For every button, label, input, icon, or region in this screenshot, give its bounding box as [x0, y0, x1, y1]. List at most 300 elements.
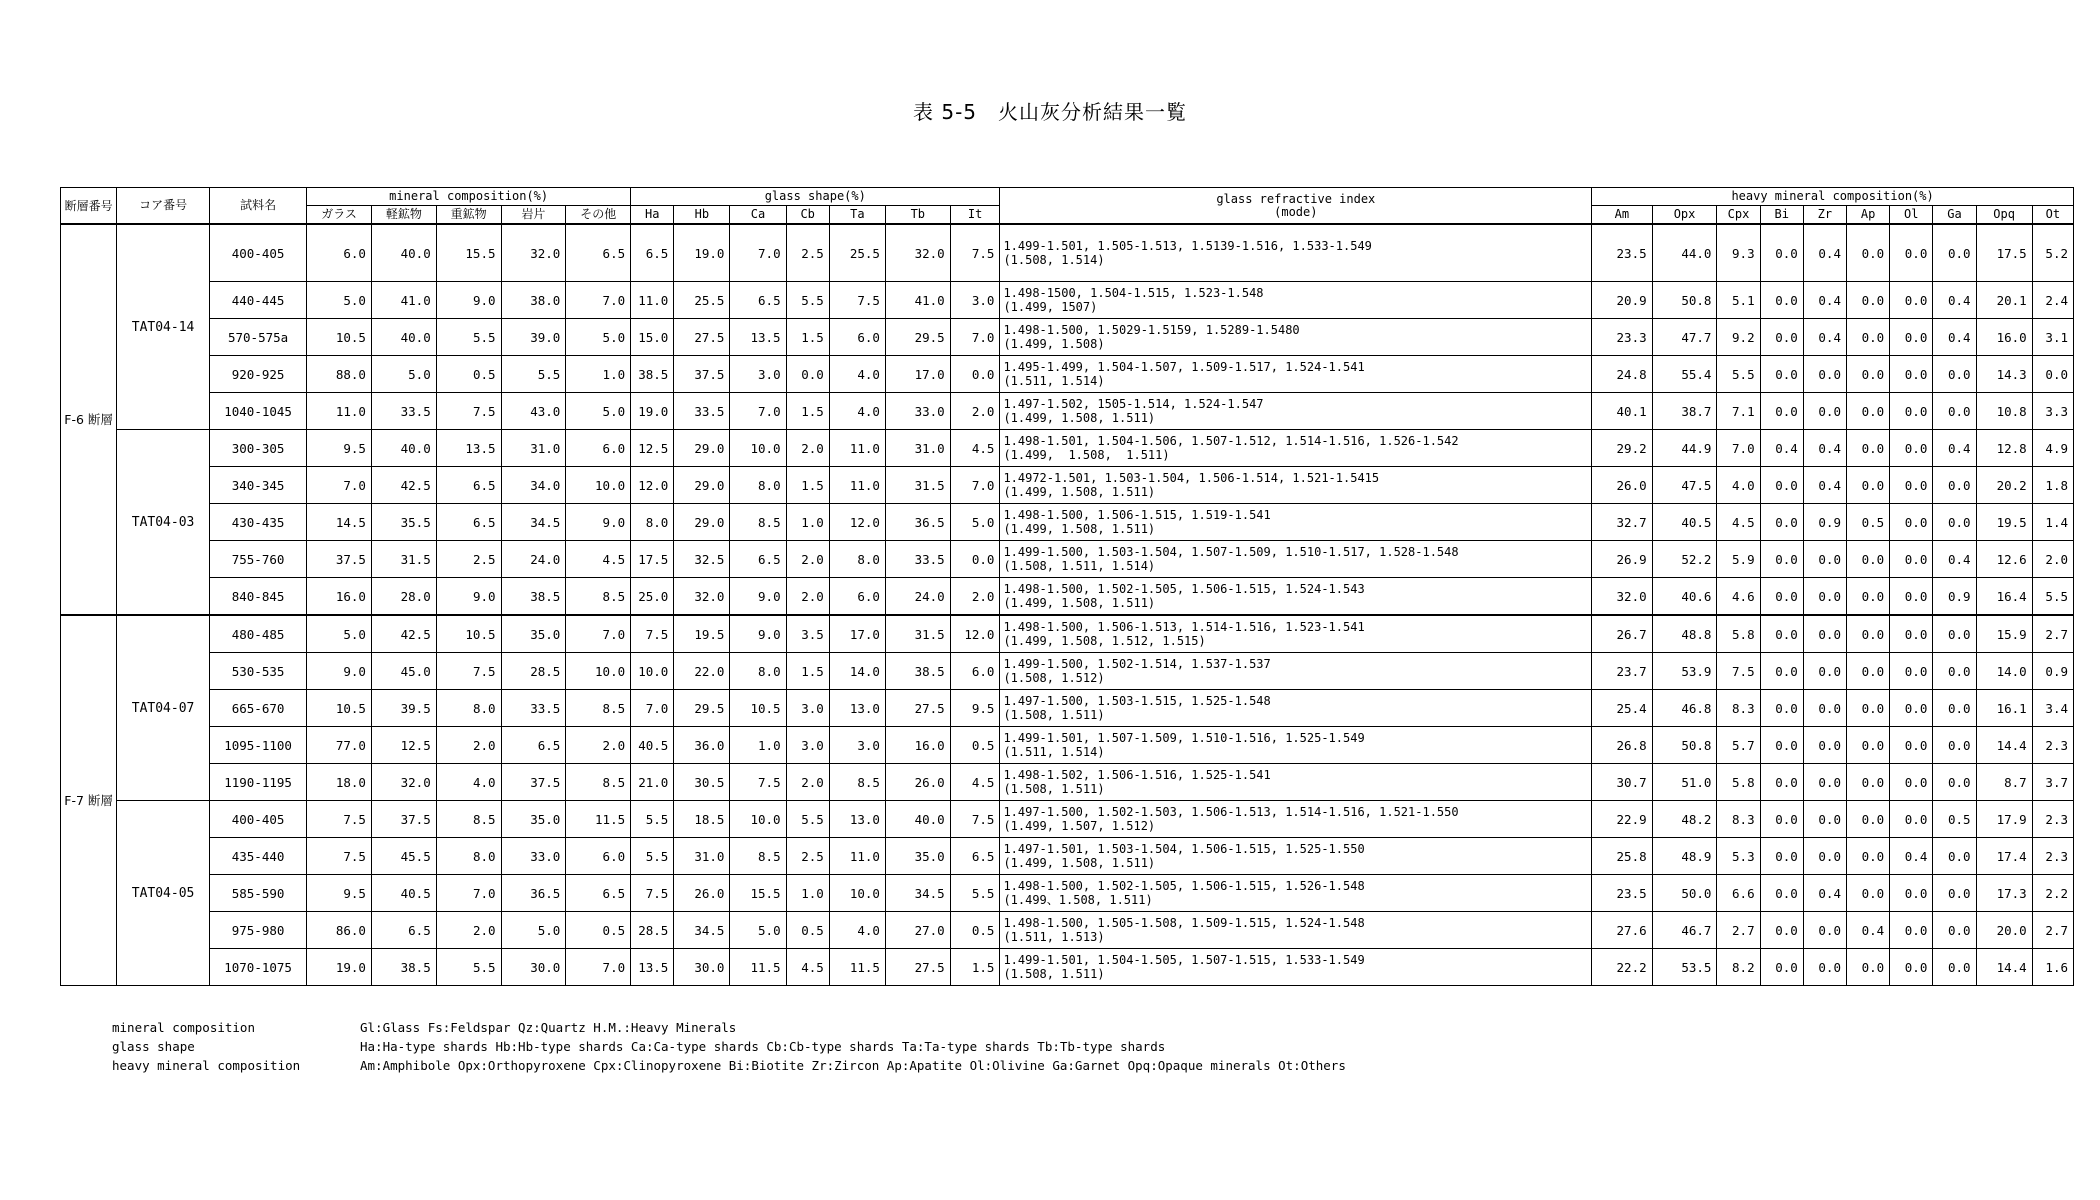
heavy-value-cell: 0.0	[1803, 949, 1846, 986]
heavy-value-cell: 0.0	[1803, 690, 1846, 727]
heavy-value-cell: 20.1	[1976, 282, 2032, 319]
heavy-value-cell: 2.7	[1717, 912, 1760, 949]
mineral-value-cell: 8.5	[436, 801, 501, 838]
sample-name-cell: 435-440	[210, 838, 307, 875]
glass-value-cell: 8.0	[730, 653, 786, 690]
heavy-value-cell: 26.9	[1592, 541, 1652, 578]
table-row	[61, 801, 2074, 838]
heavy-value-cell: 0.0	[1933, 727, 1976, 764]
header-refractive-mode-label: (mode)	[1274, 204, 1318, 219]
mineral-value-cell: 18.0	[307, 764, 372, 801]
sample-name-cell: 400-405	[210, 801, 307, 838]
heavy-value-cell: 10.8	[1976, 393, 2032, 430]
glass-value-cell: 26.0	[885, 764, 950, 801]
mineral-value-cell: 4.5	[566, 541, 631, 578]
mineral-value-cell: 8.5	[566, 690, 631, 727]
heavy-value-cell: 0.0	[1933, 690, 1976, 727]
mineral-value-cell: 37.5	[501, 764, 566, 801]
table-row	[61, 949, 2074, 986]
legend	[112, 1018, 1346, 1075]
refractive-index-cell: 1.497-1.500, 1.502-1.503, 1.506-1.513, 1.514-1.516, 1.521-1.550 (1.499, 1.507, 1.512)	[1000, 801, 1592, 838]
heavy-value-cell: 16.0	[1976, 319, 2032, 356]
heavy-value-cell: 0.4	[1803, 875, 1846, 912]
tephra-analysis-table	[60, 187, 2074, 986]
mineral-value-cell: 34.0	[501, 467, 566, 504]
heavy-value-cell: 0.4	[1846, 912, 1889, 949]
heavy-value-cell: 0.0	[1760, 690, 1803, 727]
refractive-index-cell: 1.498-1.500, 1.506-1.513, 1.514-1.516, 1.523-1.541 (1.499, 1.508, 1.512, 1.515)	[1000, 615, 1592, 653]
core-name-cell: TAT04-03	[117, 430, 210, 616]
legend-label: glass shape	[112, 1039, 195, 1054]
heavy-value-cell: 0.0	[1846, 615, 1889, 653]
mineral-value-cell: 38.0	[501, 282, 566, 319]
heavy-value-cell: 0.0	[1846, 467, 1889, 504]
refractive-index-cell: 1.498-1.501, 1.504-1.506, 1.507-1.512, 1.514-1.516, 1.526-1.542 (1.499, 1.508, 1.511)	[1000, 430, 1592, 467]
glass-value-cell: 17.5	[631, 541, 674, 578]
heavy-value-cell: 3.7	[2032, 764, 2073, 801]
heavy-value-cell: 0.0	[1890, 541, 1933, 578]
mineral-value-cell: 9.5	[307, 430, 372, 467]
mineral-value-cell: 41.0	[371, 282, 436, 319]
glass-value-cell: 29.0	[674, 467, 730, 504]
mineral-value-cell: 19.0	[307, 949, 372, 986]
refractive-index-cell: 1.499-1.501, 1.504-1.505, 1.507-1.515, 1.533-1.549 (1.508, 1.511)	[1000, 949, 1592, 986]
header-refractive-index-label: glass refractive index	[1216, 191, 1376, 206]
refractive-index-cell: 1.498-1.500, 1.5029-1.5159, 1.5289-1.5480 (1.499, 1.508)	[1000, 319, 1592, 356]
mineral-value-cell: 31.5	[371, 541, 436, 578]
heavy-value-cell: 25.4	[1592, 690, 1652, 727]
heavy-value-cell: 26.7	[1592, 615, 1652, 653]
heavy-value-cell: 0.0	[1890, 504, 1933, 541]
heavy-value-cell: 50.8	[1652, 727, 1717, 764]
mineral-value-cell: 10.5	[436, 615, 501, 653]
mineral-value-cell: 88.0	[307, 356, 372, 393]
heavy-value-cell: 0.0	[1803, 801, 1846, 838]
glass-value-cell: 1.0	[786, 875, 829, 912]
mineral-value-cell: 14.5	[307, 504, 372, 541]
mineral-value-cell: 77.0	[307, 727, 372, 764]
table-title: 表 5-5 火山灰分析結果一覧	[912, 100, 1188, 124]
heavy-value-cell: 0.4	[1933, 319, 1976, 356]
heavy-value-cell: 3.3	[2032, 393, 2073, 430]
heavy-value-cell: 0.0	[1760, 224, 1803, 282]
sample-name-cell: 665-670	[210, 690, 307, 727]
glass-value-cell: 11.0	[829, 430, 885, 467]
mineral-value-cell: 5.5	[436, 949, 501, 986]
refractive-index-cell: 1.495-1.499, 1.504-1.507, 1.509-1.517, 1.524-1.541 (1.511, 1.514)	[1000, 356, 1592, 393]
glass-value-cell: 25.0	[631, 578, 674, 616]
glass-value-cell: 32.0	[885, 224, 950, 282]
glass-value-cell: 3.5	[786, 615, 829, 653]
glass-value-cell: 1.5	[786, 319, 829, 356]
glass-value-cell: 37.5	[674, 356, 730, 393]
mineral-value-cell: 33.5	[371, 393, 436, 430]
glass-value-cell: 1.5	[786, 467, 829, 504]
heavy-value-cell: 55.4	[1652, 356, 1717, 393]
core-name-cell: TAT04-14	[117, 224, 210, 430]
header-heavy-col: Am	[1592, 206, 1652, 225]
glass-value-cell: 10.0	[730, 801, 786, 838]
glass-value-cell: 15.0	[631, 319, 674, 356]
mineral-value-cell: 9.0	[436, 578, 501, 616]
glass-value-cell: 27.5	[885, 949, 950, 986]
heavy-value-cell: 0.0	[1933, 912, 1976, 949]
heavy-value-cell: 0.0	[1890, 801, 1933, 838]
glass-value-cell: 1.0	[786, 504, 829, 541]
refractive-index-cell: 1.498-1.500, 1.502-1.505, 1.506-1.515, 1.526-1.548 (1.499、1.508, 1.511)	[1000, 875, 1592, 912]
mineral-value-cell: 5.0	[566, 319, 631, 356]
heavy-value-cell: 40.1	[1592, 393, 1652, 430]
heavy-value-cell: 0.5	[1933, 801, 1976, 838]
table-row	[61, 430, 2074, 467]
glass-value-cell: 2.0	[950, 393, 1000, 430]
legend-label: mineral composition	[112, 1020, 255, 1035]
legend-row	[112, 1018, 1346, 1037]
mineral-value-cell: 34.5	[501, 504, 566, 541]
heavy-value-cell: 40.5	[1652, 504, 1717, 541]
glass-value-cell: 40.5	[631, 727, 674, 764]
sample-name-cell: 1095-1100	[210, 727, 307, 764]
sample-name-cell: 920-925	[210, 356, 307, 393]
mineral-value-cell: 2.0	[436, 912, 501, 949]
core-name-cell: TAT04-07	[117, 615, 210, 801]
header-row-1	[61, 188, 2074, 206]
mineral-value-cell: 31.0	[501, 430, 566, 467]
mineral-value-cell: 38.5	[501, 578, 566, 616]
heavy-value-cell: 0.0	[1846, 541, 1889, 578]
heavy-value-cell: 0.0	[1890, 356, 1933, 393]
glass-value-cell: 0.5	[786, 912, 829, 949]
glass-value-cell: 8.5	[730, 838, 786, 875]
heavy-value-cell: 47.5	[1652, 467, 1717, 504]
heavy-value-cell: 0.0	[1933, 949, 1976, 986]
mineral-value-cell: 40.0	[371, 319, 436, 356]
heavy-value-cell: 8.2	[1717, 949, 1760, 986]
header-heavy-col: Cpx	[1717, 206, 1760, 225]
table-row	[61, 541, 2074, 578]
header-heavy-col: Opq	[1976, 206, 2032, 225]
heavy-value-cell: 0.0	[1933, 764, 1976, 801]
heavy-value-cell: 1.8	[2032, 467, 2073, 504]
heavy-value-cell: 0.0	[1890, 319, 1933, 356]
glass-value-cell: 1.5	[786, 393, 829, 430]
mineral-value-cell: 6.0	[566, 838, 631, 875]
heavy-value-cell: 5.8	[1717, 764, 1760, 801]
mineral-value-cell: 32.0	[371, 764, 436, 801]
glass-value-cell: 11.5	[730, 949, 786, 986]
legend-text: Am:Amphibole Opx:Orthopyroxene Cpx:Clinopyroxene Bi:Biotite Zr:Zircon Ap:Apatite Ol:Olivine Ga:Garnet Opq:Opaque minerals Ot:Others	[360, 1058, 1346, 1073]
heavy-value-cell: 0.0	[1890, 578, 1933, 616]
glass-value-cell: 33.0	[885, 393, 950, 430]
glass-value-cell: 41.0	[885, 282, 950, 319]
glass-value-cell: 3.0	[786, 690, 829, 727]
table-row	[61, 838, 2074, 875]
header-glass-col: Ha	[631, 206, 674, 225]
glass-value-cell: 2.0	[786, 541, 829, 578]
heavy-value-cell: 2.2	[2032, 875, 2073, 912]
table-body	[61, 224, 2074, 986]
heavy-value-cell: 16.1	[1976, 690, 2032, 727]
heavy-value-cell: 22.2	[1592, 949, 1652, 986]
mineral-value-cell: 37.5	[371, 801, 436, 838]
heavy-value-cell: 0.4	[1803, 430, 1846, 467]
glass-value-cell: 28.5	[631, 912, 674, 949]
heavy-value-cell: 2.7	[2032, 615, 2073, 653]
glass-value-cell: 5.0	[950, 504, 1000, 541]
mineral-value-cell: 1.0	[566, 356, 631, 393]
glass-value-cell: 7.5	[631, 875, 674, 912]
heavy-value-cell: 0.0	[1760, 838, 1803, 875]
heavy-value-cell: 0.0	[1760, 653, 1803, 690]
mineral-value-cell: 7.0	[436, 875, 501, 912]
glass-value-cell: 2.0	[950, 578, 1000, 616]
heavy-value-cell: 0.0	[1890, 653, 1933, 690]
mineral-value-cell: 40.0	[371, 224, 436, 282]
mineral-value-cell: 7.0	[566, 282, 631, 319]
glass-value-cell: 7.5	[730, 764, 786, 801]
glass-value-cell: 8.0	[730, 467, 786, 504]
heavy-value-cell: 0.0	[1890, 690, 1933, 727]
heavy-value-cell: 0.0	[1803, 541, 1846, 578]
heavy-value-cell: 20.2	[1976, 467, 2032, 504]
glass-value-cell: 17.0	[885, 356, 950, 393]
glass-value-cell: 5.5	[786, 282, 829, 319]
heavy-value-cell: 17.5	[1976, 224, 2032, 282]
legend-text: Gl:Glass Fs:Feldspar Qz:Quartz H.M.:Heavy Minerals	[360, 1020, 737, 1035]
glass-value-cell: 4.0	[829, 393, 885, 430]
table-row	[61, 504, 2074, 541]
mineral-value-cell: 0.5	[566, 912, 631, 949]
heavy-value-cell: 3.4	[2032, 690, 2073, 727]
glass-value-cell: 5.5	[631, 838, 674, 875]
mineral-value-cell: 6.5	[566, 875, 631, 912]
glass-value-cell: 36.5	[885, 504, 950, 541]
heavy-value-cell: 0.0	[1933, 356, 1976, 393]
heavy-value-cell: 0.0	[1890, 764, 1933, 801]
heavy-value-cell: 0.4	[1933, 541, 1976, 578]
heavy-value-cell: 0.0	[1890, 393, 1933, 430]
heavy-value-cell: 44.9	[1652, 430, 1717, 467]
table-row	[61, 690, 2074, 727]
heavy-value-cell: 5.5	[1717, 356, 1760, 393]
heavy-value-cell: 0.0	[1890, 727, 1933, 764]
mineral-value-cell: 12.5	[371, 727, 436, 764]
heavy-value-cell: 0.0	[1803, 838, 1846, 875]
heavy-value-cell: 5.5	[2032, 578, 2073, 616]
glass-value-cell: 31.0	[885, 430, 950, 467]
header-heavy-col: Ap	[1846, 206, 1889, 225]
header-fault-no: 断層番号	[61, 188, 117, 225]
refractive-index-cell: 1.498-1.500, 1.502-1.505, 1.506-1.515, 1.524-1.543 (1.499, 1.508, 1.511)	[1000, 578, 1592, 616]
core-name-cell: TAT04-05	[117, 801, 210, 986]
mineral-value-cell: 6.5	[436, 467, 501, 504]
heavy-value-cell: 14.3	[1976, 356, 2032, 393]
glass-value-cell: 27.5	[674, 319, 730, 356]
heavy-value-cell: 26.0	[1592, 467, 1652, 504]
mineral-value-cell: 8.0	[436, 838, 501, 875]
mineral-value-cell: 42.5	[371, 615, 436, 653]
glass-value-cell: 0.0	[786, 356, 829, 393]
glass-value-cell: 11.0	[829, 467, 885, 504]
mineral-value-cell: 9.5	[307, 875, 372, 912]
legend-row	[112, 1056, 1346, 1075]
heavy-value-cell: 26.8	[1592, 727, 1652, 764]
mineral-value-cell: 35.0	[501, 801, 566, 838]
heavy-value-cell: 30.7	[1592, 764, 1652, 801]
heavy-value-cell: 44.0	[1652, 224, 1717, 282]
mineral-value-cell: 37.5	[307, 541, 372, 578]
glass-value-cell: 7.0	[631, 690, 674, 727]
mineral-value-cell: 8.5	[566, 764, 631, 801]
heavy-value-cell: 19.5	[1976, 504, 2032, 541]
heavy-value-cell: 50.0	[1652, 875, 1717, 912]
heavy-value-cell: 17.9	[1976, 801, 2032, 838]
mineral-value-cell: 45.0	[371, 653, 436, 690]
heavy-value-cell: 14.0	[1976, 653, 2032, 690]
table-row	[61, 467, 2074, 504]
glass-value-cell: 1.0	[730, 727, 786, 764]
mineral-value-cell: 2.0	[436, 727, 501, 764]
heavy-value-cell: 2.3	[2032, 801, 2073, 838]
mineral-value-cell: 5.5	[436, 319, 501, 356]
glass-value-cell: 12.0	[950, 615, 1000, 653]
glass-value-cell: 11.0	[631, 282, 674, 319]
refractive-index-cell: 1.497-1.501, 1.503-1.504, 1.506-1.515, 1.525-1.550 (1.499, 1.508, 1.511)	[1000, 838, 1592, 875]
glass-value-cell: 22.0	[674, 653, 730, 690]
heavy-value-cell: 0.0	[1760, 393, 1803, 430]
mineral-value-cell: 5.0	[501, 912, 566, 949]
heavy-value-cell: 0.0	[1803, 764, 1846, 801]
refractive-index-cell: 1.498-1.500, 1.506-1.515, 1.519-1.541 (1.499, 1.508, 1.511)	[1000, 504, 1592, 541]
heavy-value-cell: 29.2	[1592, 430, 1652, 467]
glass-value-cell: 19.0	[631, 393, 674, 430]
heavy-value-cell: 0.0	[1890, 224, 1933, 282]
heavy-value-cell: 4.0	[1717, 467, 1760, 504]
glass-value-cell: 4.5	[786, 949, 829, 986]
table-row	[61, 875, 2074, 912]
heavy-value-cell: 2.7	[2032, 912, 2073, 949]
glass-value-cell: 9.0	[730, 578, 786, 616]
mineral-value-cell: 2.0	[566, 727, 631, 764]
refractive-index-cell: 1.498-1.502, 1.506-1.516, 1.525-1.541 (1.508, 1.511)	[1000, 764, 1592, 801]
glass-value-cell: 0.5	[950, 727, 1000, 764]
fault-name-cell: F-6 断層	[61, 224, 117, 615]
heavy-value-cell: 5.8	[1717, 615, 1760, 653]
refractive-index-cell: 1.497-1.500, 1.503-1.515, 1.525-1.548 (1.508, 1.511)	[1000, 690, 1592, 727]
table-row	[61, 578, 2074, 616]
heavy-value-cell: 53.9	[1652, 653, 1717, 690]
heavy-value-cell: 0.9	[1933, 578, 1976, 616]
header-glass-col: Ta	[829, 206, 885, 225]
table-row	[61, 615, 2074, 653]
mineral-value-cell: 13.5	[436, 430, 501, 467]
fault-name-cell: F-7 断層	[61, 615, 117, 986]
heavy-value-cell: 24.8	[1592, 356, 1652, 393]
glass-value-cell: 2.0	[786, 578, 829, 616]
heavy-value-cell: 12.8	[1976, 430, 2032, 467]
glass-value-cell: 8.0	[829, 541, 885, 578]
glass-value-cell: 19.5	[674, 615, 730, 653]
mineral-value-cell: 15.5	[436, 224, 501, 282]
header-sample-name: 試料名	[210, 188, 307, 225]
heavy-value-cell: 0.0	[1760, 615, 1803, 653]
mineral-value-cell: 86.0	[307, 912, 372, 949]
glass-value-cell: 4.5	[950, 764, 1000, 801]
heavy-value-cell: 0.0	[1803, 653, 1846, 690]
heavy-value-cell: 5.3	[1717, 838, 1760, 875]
mineral-value-cell: 6.5	[566, 224, 631, 282]
header-heavy-col: Zr	[1803, 206, 1846, 225]
heavy-value-cell: 0.0	[1803, 578, 1846, 616]
glass-value-cell: 8.5	[730, 504, 786, 541]
heavy-value-cell: 0.5	[1846, 504, 1889, 541]
heavy-value-cell: 0.0	[1890, 615, 1933, 653]
heavy-value-cell: 0.0	[1846, 319, 1889, 356]
sample-name-cell: 530-535	[210, 653, 307, 690]
mineral-value-cell: 7.0	[307, 467, 372, 504]
mineral-value-cell: 5.0	[307, 615, 372, 653]
heavy-value-cell: 50.8	[1652, 282, 1717, 319]
heavy-value-cell: 7.5	[1717, 653, 1760, 690]
glass-value-cell: 13.0	[829, 690, 885, 727]
mineral-value-cell: 8.0	[436, 690, 501, 727]
glass-value-cell: 21.0	[631, 764, 674, 801]
glass-value-cell: 7.5	[631, 615, 674, 653]
heavy-value-cell: 0.0	[1803, 912, 1846, 949]
glass-value-cell: 30.0	[674, 949, 730, 986]
heavy-value-cell: 20.9	[1592, 282, 1652, 319]
glass-value-cell: 5.5	[786, 801, 829, 838]
header-mineral-composition: mineral composition(%)	[307, 188, 631, 206]
header-heavy-mineral: heavy mineral composition(%)	[1592, 188, 2074, 206]
glass-value-cell: 32.5	[674, 541, 730, 578]
heavy-value-cell: 0.9	[2032, 653, 2073, 690]
mineral-value-cell: 7.5	[307, 838, 372, 875]
glass-value-cell: 5.0	[730, 912, 786, 949]
heavy-value-cell: 0.0	[1933, 467, 1976, 504]
mineral-value-cell: 45.5	[371, 838, 436, 875]
heavy-value-cell: 0.0	[1760, 578, 1803, 616]
heavy-value-cell: 2.4	[2032, 282, 2073, 319]
heavy-value-cell: 12.6	[1976, 541, 2032, 578]
glass-value-cell: 14.0	[829, 653, 885, 690]
mineral-value-cell: 6.0	[566, 430, 631, 467]
heavy-value-cell: 53.5	[1652, 949, 1717, 986]
mineral-value-cell: 24.0	[501, 541, 566, 578]
heavy-value-cell: 3.1	[2032, 319, 2073, 356]
table-row	[61, 356, 2074, 393]
glass-value-cell: 1.5	[950, 949, 1000, 986]
heavy-value-cell: 0.0	[1846, 282, 1889, 319]
glass-value-cell: 27.0	[885, 912, 950, 949]
heavy-value-cell: 23.3	[1592, 319, 1652, 356]
header-heavy-col: Bi	[1760, 206, 1803, 225]
glass-value-cell: 29.5	[885, 319, 950, 356]
heavy-value-cell: 25.8	[1592, 838, 1652, 875]
heavy-value-cell: 0.0	[1846, 224, 1889, 282]
header-mineral-col: 岩片	[501, 206, 566, 225]
heavy-value-cell: 0.4	[1760, 430, 1803, 467]
mineral-value-cell: 30.0	[501, 949, 566, 986]
mineral-value-cell: 16.0	[307, 578, 372, 616]
glass-value-cell: 2.5	[786, 838, 829, 875]
glass-value-cell: 2.5	[786, 224, 829, 282]
header-glass-col: It	[950, 206, 1000, 225]
heavy-value-cell: 0.0	[1760, 801, 1803, 838]
mineral-value-cell: 6.5	[371, 912, 436, 949]
refractive-index-cell: 1.497-1.502, 1505-1.514, 1.524-1.547 (1.499, 1.508, 1.511)	[1000, 393, 1592, 430]
heavy-value-cell: 0.0	[1890, 912, 1933, 949]
